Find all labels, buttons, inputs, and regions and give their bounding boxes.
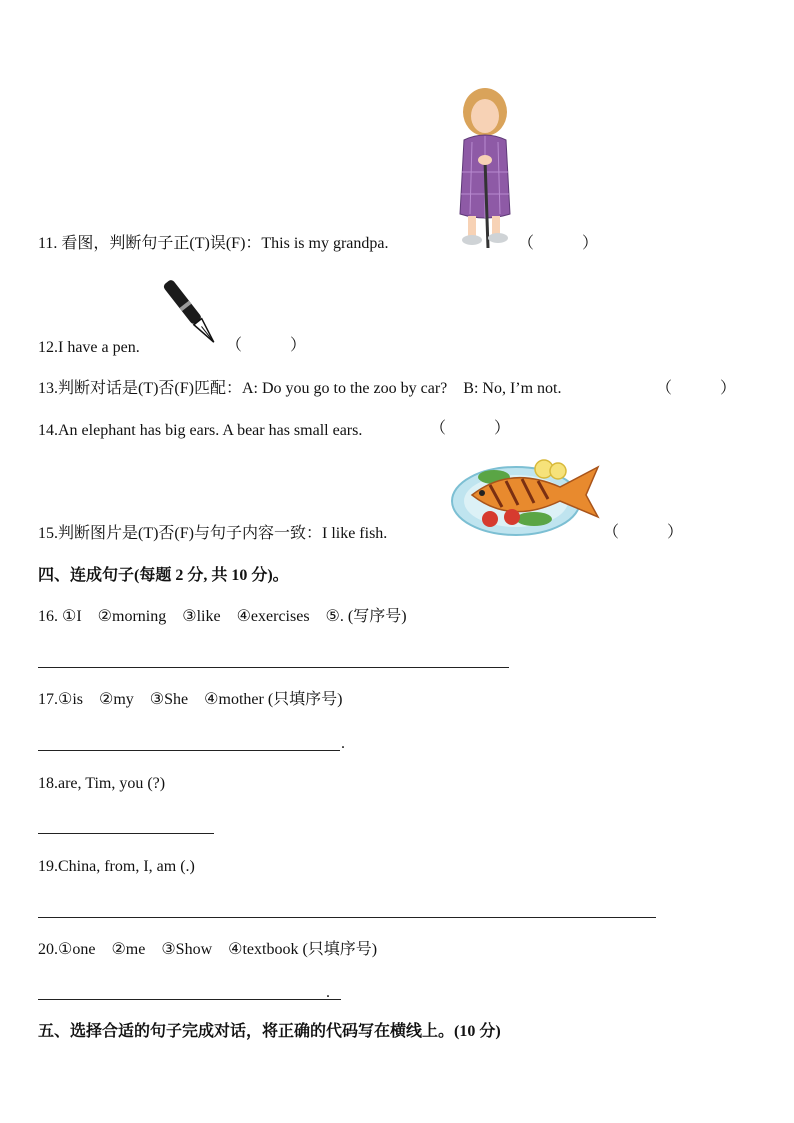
question-12-answer-blank[interactable]: （ ） <box>226 337 307 354</box>
question-13 <box>38 379 562 399</box>
question-18: 18.are, Tim, you (?) <box>38 775 166 792</box>
section-5-heading: 五、选择合适的句子完成对话，将正确的代码写在横线上。(10 分) <box>38 1023 501 1040</box>
question-17: 17.①is ②my ③She ④mother (只填序号) <box>38 691 343 708</box>
question-15 <box>38 524 387 544</box>
question-20-answer-line[interactable] <box>38 999 341 1000</box>
question-17-end-mark: . <box>341 735 345 752</box>
fountain-pen-illustration <box>160 272 222 354</box>
question-11 <box>38 234 389 254</box>
question-19: 19.China, from, I, am (.) <box>38 858 195 875</box>
question-16: 16. ①I ②morning ③like ④exercises ⑤. (写序号) <box>38 608 407 625</box>
grandmother-illustration <box>452 82 518 250</box>
question-17-answer-line[interactable] <box>38 750 340 751</box>
question-15-text: 15.判断图片是(T)否(F)与句子内容一致：I like fish. <box>38 525 388 542</box>
question-12-text: 12.I have a pen. <box>38 339 140 356</box>
question-14 <box>38 421 362 441</box>
question-13-answer-blank[interactable]: （ ） <box>656 380 737 397</box>
question-12 <box>38 338 140 358</box>
fish-dish-illustration <box>450 455 602 541</box>
question-14-text: 14.An elephant has big ears. A bear has small ears. <box>38 422 363 439</box>
question-20: 20.①one ②me ③Show ④textbook (只填序号) <box>38 941 378 958</box>
question-11-text: 11. 看图，判断句子正(T)误(F)：This is my grandpa. <box>38 235 389 252</box>
question-15-answer-blank[interactable]: （ ） <box>603 524 684 541</box>
question-16-answer-line[interactable] <box>38 667 509 668</box>
section-4-heading: 四、连成句子(每题 2 分, 共 10 分)。 <box>38 567 289 584</box>
question-11-answer-blank[interactable]: （ ） <box>518 235 599 252</box>
question-13-text: 13.判断对话是(T)否(F)匹配：A: Do you go to the zoo by car? B: No, I’m not. <box>38 380 562 397</box>
question-14-answer-blank[interactable]: （ ） <box>430 420 511 437</box>
question-19-answer-line[interactable] <box>38 917 656 918</box>
question-20-end-mark: . <box>326 984 330 1001</box>
question-18-answer-line[interactable] <box>38 833 214 834</box>
